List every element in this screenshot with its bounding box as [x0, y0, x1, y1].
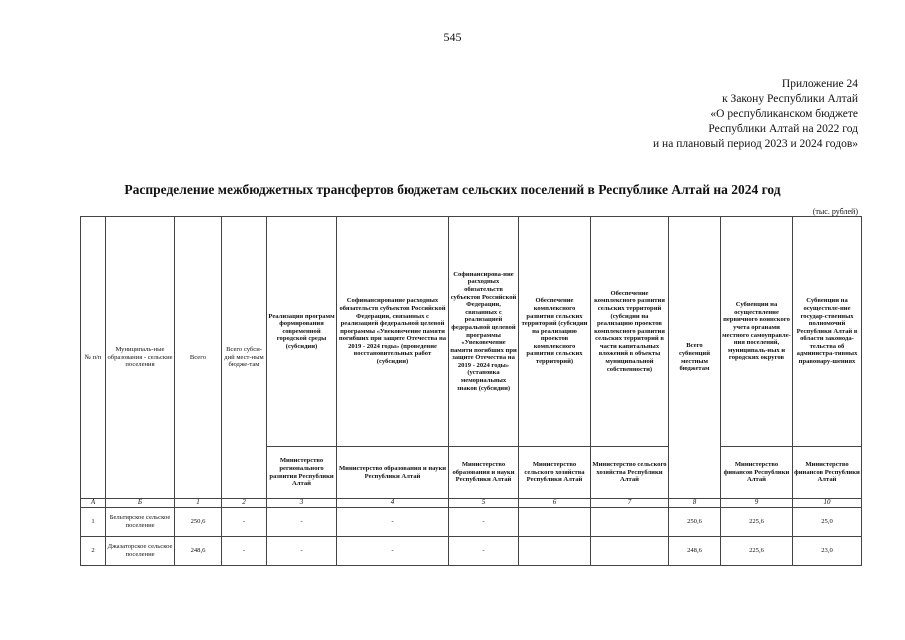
col-3-value: -	[267, 537, 337, 566]
row-number: 2	[81, 537, 106, 566]
header-col-9: Субвенции на осуществление первичного воинского учета органами местного самоуправле-ния поселений, муниципаль-ных и городских округов	[721, 217, 793, 447]
municipality-name: Джазаторское сельское поселение	[106, 537, 175, 566]
index-cell: Б	[106, 499, 175, 508]
col-4-value: -	[337, 537, 449, 566]
col-9-value: 225,6	[721, 537, 793, 566]
ministry-col-6: Министерство сельского хозяйства Республики Алтай	[519, 447, 591, 499]
header-col-4: Софинансирование расходных обязательств субъектов Российской Федерации, связанных с реализацией федеральной целевой программы «Увековечение памяти погибших при защите Отечества на 2019 - 2024 годы» (проведение восстановительных работ (субсидии)	[337, 217, 449, 447]
index-cell: 2	[222, 499, 267, 508]
col-3-value: -	[267, 508, 337, 537]
col-7-value	[591, 537, 669, 566]
header-col-7: Обеспечение комплексного развития сельских территорий (субсидии на реализацию проектов комплексного развития сельских территорий в части капитальных вложений в объекты муниципальной собственности)	[591, 217, 669, 447]
col-7-value	[591, 508, 669, 537]
header-col-3: Реализация программ формирования современной городской среды (субсидии)	[267, 217, 337, 447]
header-municipality: Муниципаль-ные образования - сельские поселения	[106, 217, 175, 499]
index-cell: 9	[721, 499, 793, 508]
appendix-line: «О республиканском бюджете	[710, 108, 858, 120]
transfers-table	[80, 216, 862, 566]
document-title: Распределение межбюджетных трансфертов бюджетам сельских поселений в Республике Алтай на 2024 год	[124, 182, 781, 197]
col-5-value: -	[449, 537, 519, 566]
header-col-10: Субвенции на осуществле-ние государ-ственных полномочий Республики Алтай в области законода-тельства об администра-тивных правонару-шениях	[793, 217, 862, 447]
col-6-value	[519, 508, 591, 537]
index-cell: 1	[175, 499, 222, 508]
total-value: 250,6	[175, 508, 222, 537]
ministry-col-9: Министерство финансов Республики Алтай	[721, 447, 793, 499]
col-10-value: 23,0	[793, 537, 862, 566]
index-cell: 4	[337, 499, 449, 508]
page-number: 545	[443, 30, 462, 44]
municipality-name: Бельтирское сельское поселение	[106, 508, 175, 537]
header-col-6: Обеспечение комплексного развития сельских территорий (субсидии на реализацию проектов комплексного развития сельских территорий)	[519, 217, 591, 447]
ministry-col-7: Министерство сельского хозяйства Республики Алтай	[591, 447, 669, 499]
col-5-value: -	[449, 508, 519, 537]
col-10-value: 25,0	[793, 508, 862, 537]
index-cell: 10	[793, 499, 862, 508]
appendix-line: к Закону Республики Алтай	[722, 93, 858, 105]
header-total: Всего	[175, 217, 222, 499]
subsidy-total-value: -	[222, 508, 267, 537]
col-9-value: 225,6	[721, 508, 793, 537]
index-cell: 6	[519, 499, 591, 508]
index-cell: А	[81, 499, 106, 508]
appendix-line: Республики Алтай на 2022 год	[708, 123, 858, 135]
ministry-col-5: Министерство образования и науки Республики Алтай	[449, 447, 519, 499]
ministry-col-4: Министерство образования и науки Республики Алтай	[337, 447, 449, 499]
header-number: № п/п	[81, 217, 106, 499]
table-row	[81, 537, 862, 566]
header-col-5: Софинансирова-ние расходных обязательств субъектов Российской Федерации, связанных с реализацией федеральной целевой программы «Увековечение памяти погибших при защите Отечества на 2019 - 2024 годы» (установка мемориальных знаков (субсидии)	[449, 217, 519, 447]
index-cell: 3	[267, 499, 337, 508]
ministry-col-10: Министерство финансов Республики Алтай	[793, 447, 862, 499]
header-subvention-total: Всего субвенций местным бюджетам	[669, 217, 721, 499]
row-number: 1	[81, 508, 106, 537]
col-6-value	[519, 537, 591, 566]
index-cell: 8	[669, 499, 721, 508]
subvention-total-value: 250,6	[669, 508, 721, 537]
units-label: (тыс. рублей)	[812, 207, 858, 216]
subsidy-total-value: -	[222, 537, 267, 566]
appendix-line: и на плановый период 2023 и 2024 годов»	[653, 138, 858, 150]
header-subsidy-total: Всего субси-дий мест-ным бюдже-там	[222, 217, 267, 499]
ministry-col-3: Министерство регионального развития Республики Алтай	[267, 447, 337, 499]
index-cell: 5	[449, 499, 519, 508]
appendix-header	[653, 77, 858, 152]
col-4-value: -	[337, 508, 449, 537]
subvention-total-value: 248,6	[669, 537, 721, 566]
index-cell: 7	[591, 499, 669, 508]
table-row	[81, 508, 862, 537]
total-value: 248,6	[175, 537, 222, 566]
appendix-line: Приложение 24	[781, 78, 858, 90]
